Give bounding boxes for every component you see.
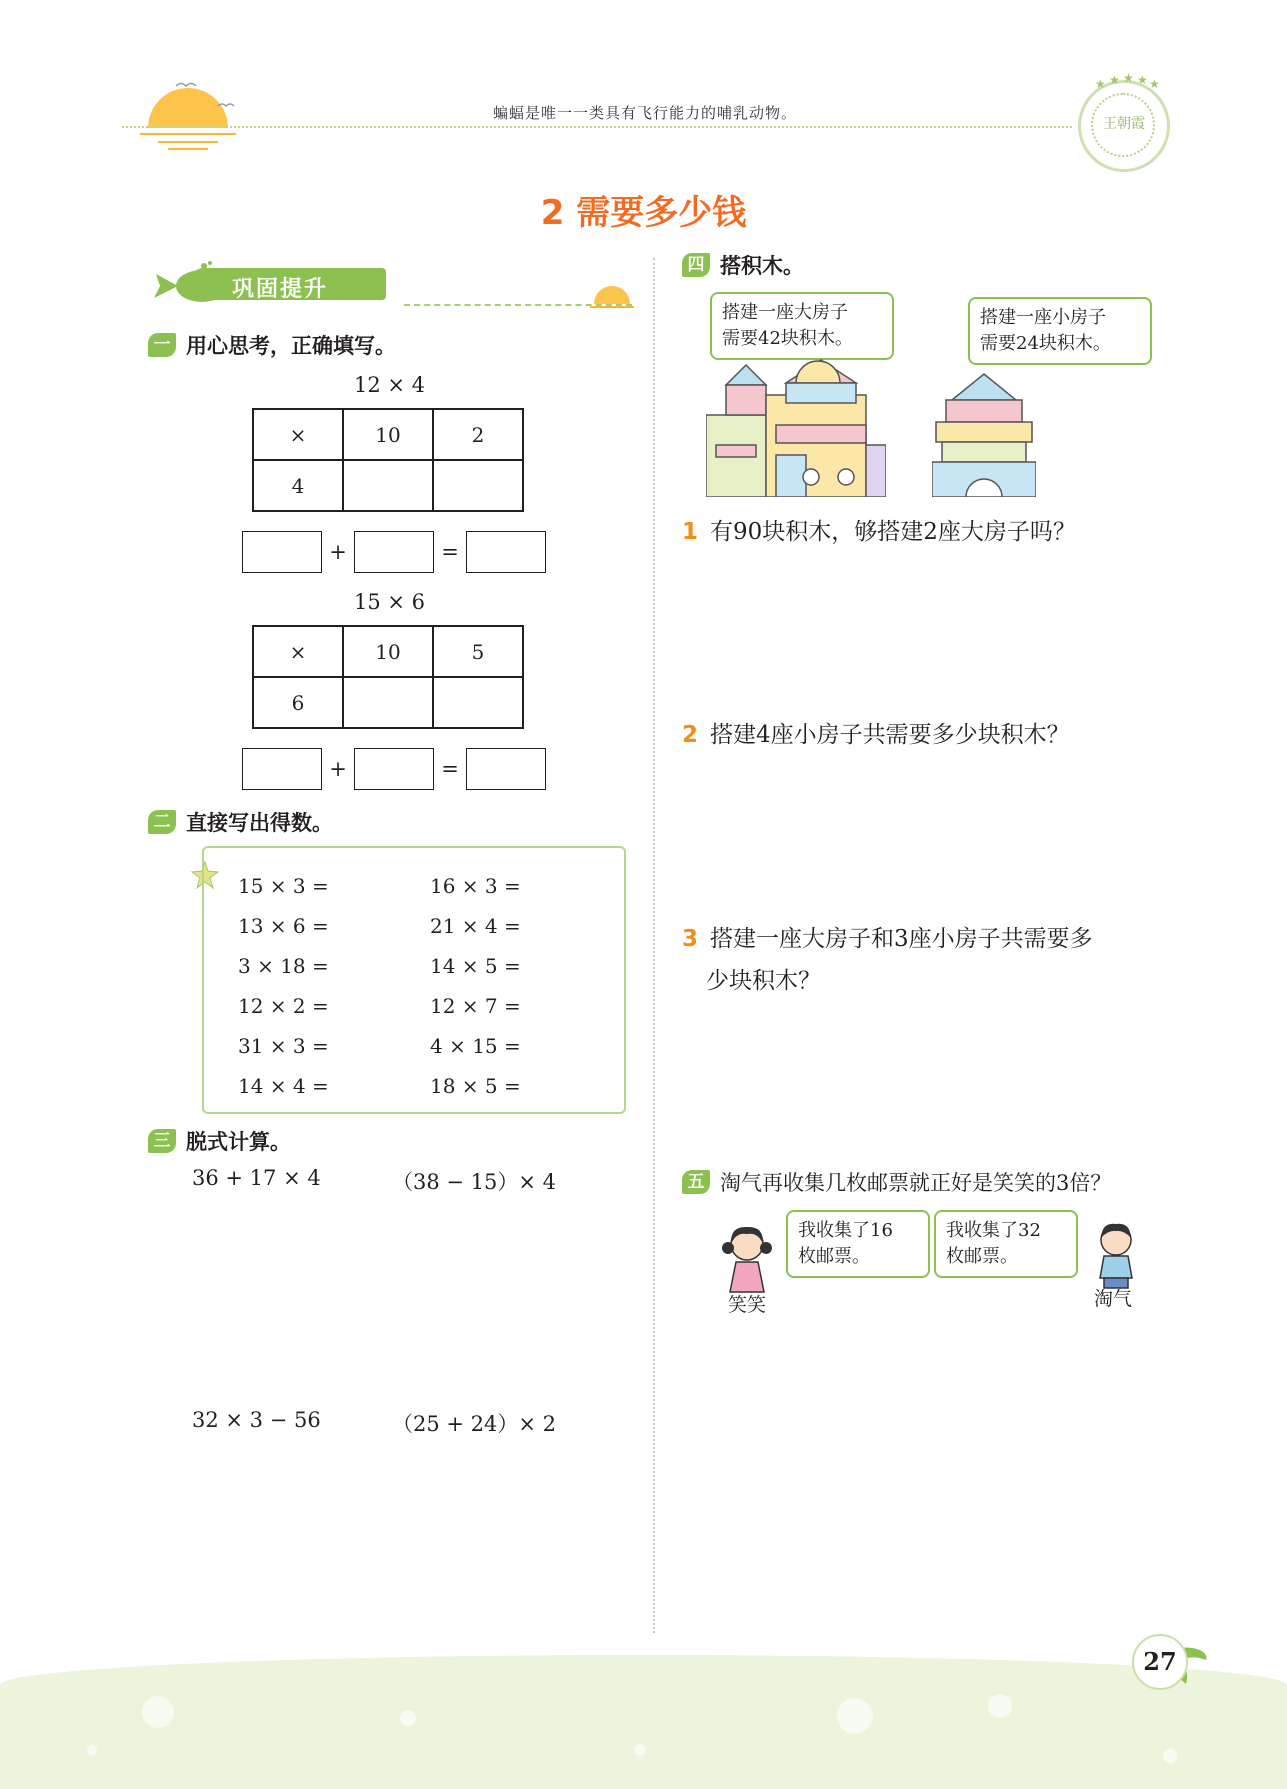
- question-text: 搭建4座小房子共需要多少块积木？: [710, 722, 1070, 748]
- question-3-continued: 少块积木？: [706, 968, 821, 994]
- answer-box[interactable]: [354, 748, 434, 790]
- section3-badge: 三: [148, 1129, 176, 1153]
- grid-answer-cell[interactable]: [433, 460, 523, 511]
- equals-sign: =: [441, 757, 459, 781]
- grid-answer-cell[interactable]: [343, 460, 433, 511]
- section2-heading: [148, 807, 333, 837]
- oral-item: 14 × 5 =: [430, 954, 521, 978]
- section-banner: 巩固提升: [150, 260, 398, 304]
- grid-header-cell: 5: [433, 626, 523, 677]
- grid-row-label: 4: [253, 460, 343, 511]
- question-text: 搭建一座大房子和3座小房子共需要多: [710, 926, 1093, 952]
- question-number: 2: [682, 722, 699, 748]
- grid-header-cell: 2: [433, 409, 523, 460]
- answer-box[interactable]: [466, 531, 546, 573]
- section2-badge: 二: [148, 810, 176, 834]
- problem2-expr: 15 × 6: [353, 590, 426, 614]
- calc-item: （25 + 24）× 2: [392, 1412, 557, 1436]
- plus-sign: +: [329, 540, 347, 564]
- column-divider: [653, 258, 655, 1633]
- small-sun-icon: [590, 282, 636, 312]
- section5-title: 淘气再收集几枚邮票就正好是笑笑的3倍？: [720, 1171, 1112, 1195]
- section3-heading: [148, 1126, 291, 1156]
- oral-item: 3 × 18 =: [238, 954, 329, 978]
- section4-heading: [682, 250, 804, 280]
- plus-sign: +: [329, 757, 347, 781]
- answer-box[interactable]: [466, 748, 546, 790]
- section2-title: 直接写出得数。: [186, 811, 333, 835]
- oral-item: 31 × 3 =: [238, 1034, 329, 1058]
- oral-item: 14 × 4 =: [238, 1074, 329, 1098]
- bubble-line: 需要24块积木。: [980, 333, 1111, 354]
- bubble-line: 枚邮票。: [798, 1246, 870, 1267]
- problem1-sum-row: [242, 531, 546, 573]
- question-2: [682, 716, 1070, 749]
- header-fact: 蝙蝠是唯一一类具有飞行能力的哺乳动物。: [492, 104, 797, 122]
- oral-calc-box: [202, 846, 626, 1114]
- problem2-sum-row: [242, 748, 546, 790]
- grid-answer-cell[interactable]: [433, 677, 523, 728]
- footer-bubbles: [0, 1660, 1287, 1789]
- oral-item: 12 × 7 =: [430, 994, 521, 1018]
- bubble-line: 搭建一座大房子: [722, 302, 848, 323]
- big-block-house-icon: [706, 355, 886, 497]
- xiaoxiao-name: 笑笑: [728, 1294, 767, 1316]
- sun-icon: [140, 78, 250, 150]
- oral-item: 18 × 5 =: [430, 1074, 521, 1098]
- grid-header-cell: 10: [343, 626, 433, 677]
- section5-heading: [682, 1167, 1111, 1197]
- answer-box[interactable]: [354, 531, 434, 573]
- taoqi-bubble: [934, 1210, 1078, 1278]
- section4-title: 搭积木。: [720, 254, 804, 278]
- oral-item: 21 × 4 =: [430, 914, 521, 938]
- header-rule: [122, 126, 1072, 128]
- xiaoxiao-bubble: [786, 1210, 930, 1278]
- oral-item: 12 × 2 =: [238, 994, 329, 1018]
- oral-item: 16 × 3 =: [430, 874, 521, 898]
- girl-icon: [718, 1222, 776, 1298]
- question-number: 1: [682, 519, 699, 545]
- bubble-line: 需要42块积木。: [722, 328, 853, 349]
- oral-item: 13 × 6 =: [238, 914, 329, 938]
- question-3: [682, 920, 1093, 953]
- section1-title: 用心思考，正确填写。: [186, 334, 396, 358]
- problem1-expr: 12 × 4: [353, 373, 426, 397]
- big-house-bubble: [710, 292, 894, 360]
- grid-row-label: 6: [253, 677, 343, 728]
- question-text: 有90块积木，够搭建2座大房子吗？: [710, 519, 1076, 545]
- taoqi-name: 淘气: [1094, 1288, 1133, 1310]
- question-number: 3: [682, 926, 699, 952]
- section4-badge: 四: [682, 253, 710, 277]
- oral-item: 4 × 15 =: [430, 1034, 521, 1058]
- grid-header-cell: 10: [343, 409, 433, 460]
- boy-icon: [1088, 1218, 1144, 1290]
- section5-badge: 五: [682, 1170, 710, 1194]
- answer-box[interactable]: [242, 531, 322, 573]
- oral-item: 15 × 3 =: [238, 874, 329, 898]
- bubble-line: 枚邮票。: [946, 1246, 1018, 1267]
- calc-item: （38 − 15）× 4: [392, 1170, 557, 1194]
- calc-item: 32 × 3 − 56: [192, 1408, 321, 1432]
- page-number: 27: [1132, 1634, 1188, 1690]
- bubble-line: 我收集了16: [798, 1220, 893, 1241]
- equals-sign: =: [441, 540, 459, 564]
- section3-title: 脱式计算。: [186, 1130, 291, 1154]
- question-1: [682, 513, 1076, 546]
- answer-box[interactable]: [242, 748, 322, 790]
- grid-header-cell: ×: [253, 626, 343, 677]
- grid-header-cell: ×: [253, 409, 343, 460]
- page-title: 2 需要多少钱: [540, 193, 747, 233]
- publisher-logo: ★ ★ ★ ★ ★ 王朝霞: [1078, 80, 1170, 172]
- grid-answer-cell[interactable]: [343, 677, 433, 728]
- bubble-line: 搭建一座小房子: [980, 307, 1106, 328]
- bubble-line: 我收集了32: [946, 1220, 1041, 1241]
- problem1-grid: [252, 408, 524, 512]
- small-block-house-icon: [932, 370, 1036, 497]
- problem2-grid: [252, 625, 524, 729]
- calc-item: 36 + 17 × 4: [192, 1166, 321, 1190]
- section1-heading: [148, 330, 396, 360]
- small-house-bubble: [968, 297, 1152, 365]
- section1-badge: 一: [148, 333, 176, 357]
